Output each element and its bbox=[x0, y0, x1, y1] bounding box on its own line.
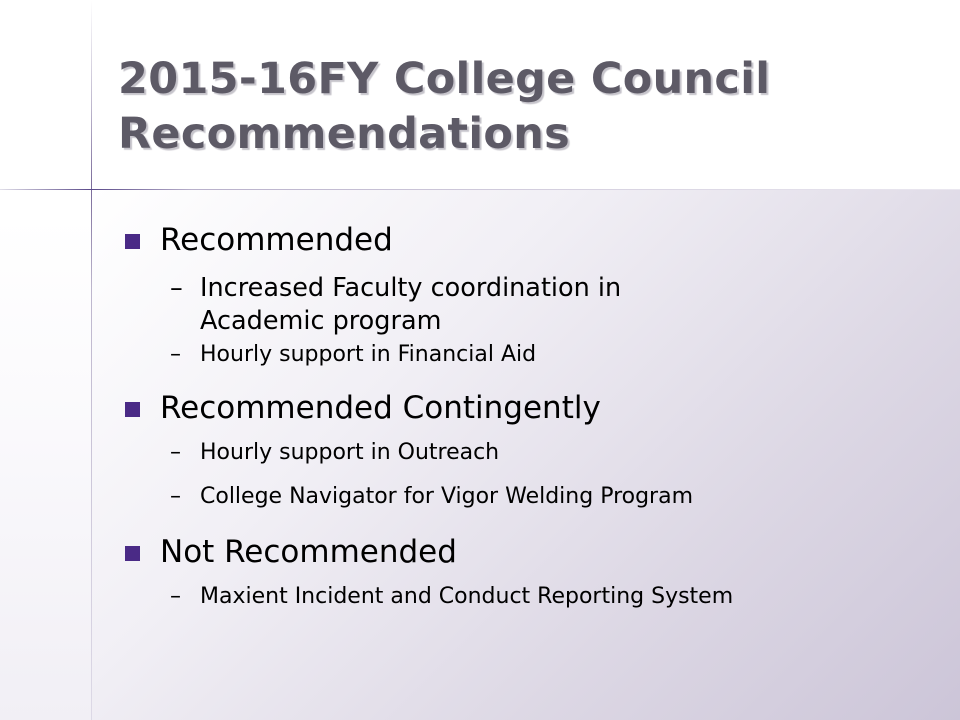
title-line-2: Recommendations bbox=[118, 109, 571, 159]
section-heading-text: Recommended bbox=[160, 222, 393, 258]
section-heading-text: Not Recommended bbox=[160, 534, 457, 570]
dash-bullet: – bbox=[170, 273, 183, 303]
list-item-text: Hourly support in Outreach bbox=[200, 440, 500, 465]
decor-vertical-line bbox=[91, 0, 92, 720]
list-item bbox=[118, 582, 938, 612]
list-item-text: Hourly support in Financial Aid bbox=[200, 342, 537, 367]
list-item bbox=[118, 438, 938, 468]
list-item-text: Maxient Incident and Conduct Reporting System bbox=[200, 584, 734, 609]
list-item bbox=[118, 482, 938, 512]
dash-bullet: – bbox=[170, 342, 181, 367]
list-item-text: College Navigator for Vigor Welding Program bbox=[200, 484, 694, 509]
list-item-text-continued: Academic program bbox=[200, 306, 442, 336]
dash-bullet: – bbox=[170, 440, 181, 465]
dash-bullet: – bbox=[170, 484, 181, 509]
section-heading-not-recommended bbox=[118, 530, 938, 574]
list-item bbox=[118, 340, 938, 370]
dash-bullet: – bbox=[170, 584, 181, 609]
list-item-text: Increased Faculty coordination in bbox=[200, 273, 622, 303]
list-item bbox=[118, 272, 938, 338]
section-heading-recommended bbox=[118, 218, 938, 262]
slide-title bbox=[118, 52, 938, 162]
bullet-list bbox=[118, 218, 938, 612]
section-heading-recommended-contingently bbox=[118, 386, 938, 430]
square-bullet-icon bbox=[125, 402, 140, 417]
title-line-1: 2015-16FY College Council bbox=[118, 54, 771, 104]
square-bullet-icon bbox=[125, 546, 140, 561]
left-decor-strip bbox=[0, 0, 92, 720]
decor-horizontal-line bbox=[0, 189, 960, 190]
square-bullet-icon bbox=[125, 234, 140, 249]
section-heading-text: Recommended Contingently bbox=[160, 390, 601, 426]
